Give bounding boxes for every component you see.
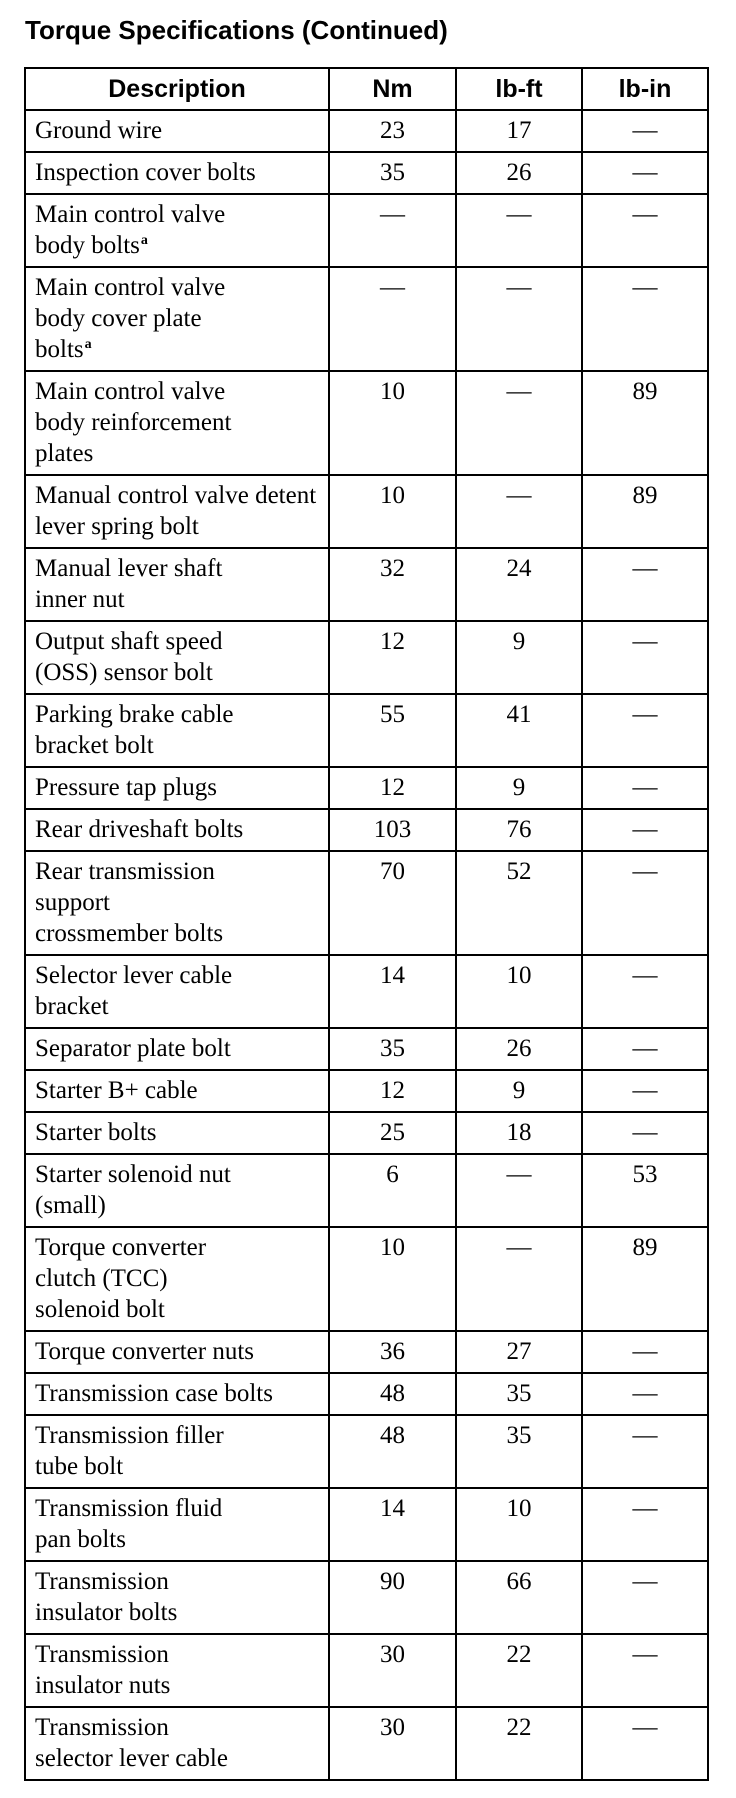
cell-lbin: — [582,767,708,809]
cell-description [25,110,329,152]
description-text: Parking brake cable bracket bolt [35,701,234,759]
cell-description [25,767,329,809]
cell-nm: 10 [329,475,456,548]
cell-lbin: — [582,1488,708,1561]
description-text: Transmission filler tube bolt [35,1422,224,1480]
cell-nm: 90 [329,1561,456,1634]
cell-lbin: — [582,621,708,694]
description-text: Starter solenoid nut (small) [35,1161,231,1219]
cell-nm: 70 [329,851,456,955]
description-text: Separator plate bolt [35,1035,231,1062]
description-text: Output shaft speed (OSS) sensor bolt [35,628,223,686]
table-row [25,767,708,809]
cell-lbin: — [582,1415,708,1488]
table-row [25,1070,708,1112]
table-row [25,1707,708,1780]
table-row [25,1227,708,1331]
cell-nm: 103 [329,809,456,851]
cell-lbft: 66 [456,1561,582,1634]
cell-nm: — [329,267,456,371]
cell-lbin: — [582,194,708,267]
cell-description [25,1488,329,1561]
description-text: Starter bolts [35,1119,157,1146]
table-row [25,1634,708,1707]
cell-lbin: — [582,1634,708,1707]
description-text: Transmission insulator bolts [35,1568,178,1626]
cell-nm: 55 [329,694,456,767]
cell-description [25,1634,329,1707]
cell-nm: 12 [329,1070,456,1112]
table-row [25,955,708,1028]
description-text: Torque converter clutch (TCC) solenoid bolt [35,1234,207,1323]
table-row [25,152,708,194]
cell-lbft: 24 [456,548,582,621]
cell-lbft: 9 [456,1070,582,1112]
cell-description [25,1112,329,1154]
header-description: Description [25,68,329,110]
cell-nm: 10 [329,1227,456,1331]
header-lbft: lb-ft [456,68,582,110]
table-row [25,475,708,548]
cell-lbft: 10 [456,1488,582,1561]
cell-description [25,267,329,371]
cell-lbft: 9 [456,767,582,809]
description-text: Pressure tap plugs [35,774,217,801]
cell-lbft: — [456,371,582,475]
cell-lbft: 35 [456,1415,582,1488]
table-row [25,1415,708,1488]
table-row [25,1373,708,1415]
cell-description [25,548,329,621]
cell-nm: 35 [329,152,456,194]
cell-description [25,1154,329,1227]
cell-lbin: — [582,809,708,851]
cell-lbin: — [582,955,708,1028]
cell-description [25,851,329,955]
cell-lbft: — [456,267,582,371]
description-text: Main control valve body reinforcement plates [35,378,232,467]
description-text: Main control valve body cover plate bolts [35,274,226,363]
cell-lbft: 17 [456,110,582,152]
cell-description [25,1415,329,1488]
table-row [25,851,708,955]
cell-lbin: — [582,548,708,621]
cell-description [25,194,329,267]
cell-description [25,475,329,548]
cell-nm: 36 [329,1331,456,1373]
cell-nm: 25 [329,1112,456,1154]
cell-description [25,694,329,767]
cell-description [25,621,329,694]
description-text: Inspection cover bolts [35,159,256,186]
cell-lbin: — [582,1028,708,1070]
header-lbin: lb-in [582,68,708,110]
cell-nm: 30 [329,1634,456,1707]
description-text: Ground wire [35,117,163,144]
cell-nm: 12 [329,621,456,694]
description-text: Manual control valve detent lever spring bolt [35,482,317,540]
cell-lbin: — [582,267,708,371]
cell-lbft: 18 [456,1112,582,1154]
description-text: Torque converter nuts [35,1338,255,1365]
cell-nm: 6 [329,1154,456,1227]
cell-description [25,809,329,851]
cell-lbin: 89 [582,1227,708,1331]
cell-description [25,1331,329,1373]
table-row [25,110,708,152]
table-row [25,1331,708,1373]
cell-lbft: 52 [456,851,582,955]
description-text: Transmission fluid pan bolts [35,1495,223,1553]
cell-lbin: 89 [582,475,708,548]
cell-lbft: 22 [456,1634,582,1707]
table-row [25,694,708,767]
cell-lbft: 26 [456,152,582,194]
cell-lbin: — [582,851,708,955]
cell-description [25,1373,329,1415]
cell-lbft: 76 [456,809,582,851]
cell-lbin: — [582,694,708,767]
description-text: Main control valve body bolts [35,201,226,259]
cell-lbft: 41 [456,694,582,767]
description-text: Selector lever cable bracket [35,962,233,1020]
cell-nm: 35 [329,1028,456,1070]
cell-description [25,955,329,1028]
cell-lbin: — [582,110,708,152]
torque-spec-table [24,67,709,1781]
footnote-marker: a [84,337,92,352]
description-text: Rear driveshaft bolts [35,816,244,843]
table-row [25,1028,708,1070]
cell-lbin: — [582,1070,708,1112]
cell-lbin: 53 [582,1154,708,1227]
cell-nm: 32 [329,548,456,621]
cell-nm: 48 [329,1415,456,1488]
table-row [25,371,708,475]
cell-nm: 14 [329,1488,456,1561]
description-text: Manual lever shaft inner nut [35,555,223,613]
description-text: Rear transmission support crossmember bolts [35,858,224,947]
cell-description [25,1707,329,1780]
cell-lbft: — [456,475,582,548]
cell-lbft: 9 [456,621,582,694]
cell-lbin: — [582,1373,708,1415]
cell-nm: 23 [329,110,456,152]
table-row [25,194,708,267]
cell-lbin: — [582,1331,708,1373]
cell-lbft: 10 [456,955,582,1028]
cell-nm: — [329,194,456,267]
description-text: Starter B+ cable [35,1077,198,1104]
cell-lbft: 22 [456,1707,582,1780]
table-header-row [25,68,708,110]
table-row [25,1154,708,1227]
cell-lbin: — [582,1112,708,1154]
cell-description [25,1561,329,1634]
cell-lbft: — [456,1227,582,1331]
header-nm: Nm [329,68,456,110]
cell-lbft: 35 [456,1373,582,1415]
table-row [25,1112,708,1154]
description-text: Transmission insulator nuts [35,1641,171,1699]
table-body [25,110,708,1780]
table-row [25,267,708,371]
description-text: Transmission selector lever cable [35,1714,228,1772]
cell-nm: 30 [329,1707,456,1780]
cell-lbin: — [582,1561,708,1634]
cell-lbft: — [456,1154,582,1227]
page-title: Torque Specifications (Continued) [25,15,448,45]
table-row [25,621,708,694]
cell-description [25,1028,329,1070]
table-row [25,548,708,621]
cell-lbin: — [582,152,708,194]
cell-lbft: 27 [456,1331,582,1373]
cell-lbin: — [582,1707,708,1780]
footnote-marker: a [140,233,148,248]
cell-nm: 14 [329,955,456,1028]
cell-nm: 48 [329,1373,456,1415]
cell-nm: 10 [329,371,456,475]
cell-lbin: 89 [582,371,708,475]
table-row [25,809,708,851]
table-row [25,1561,708,1634]
cell-description [25,1070,329,1112]
cell-lbft: — [456,194,582,267]
cell-description [25,371,329,475]
table-row [25,1488,708,1561]
cell-nm: 12 [329,767,456,809]
cell-description [25,1227,329,1331]
description-text: Transmission case bolts [35,1380,273,1407]
cell-lbft: 26 [456,1028,582,1070]
cell-description [25,152,329,194]
